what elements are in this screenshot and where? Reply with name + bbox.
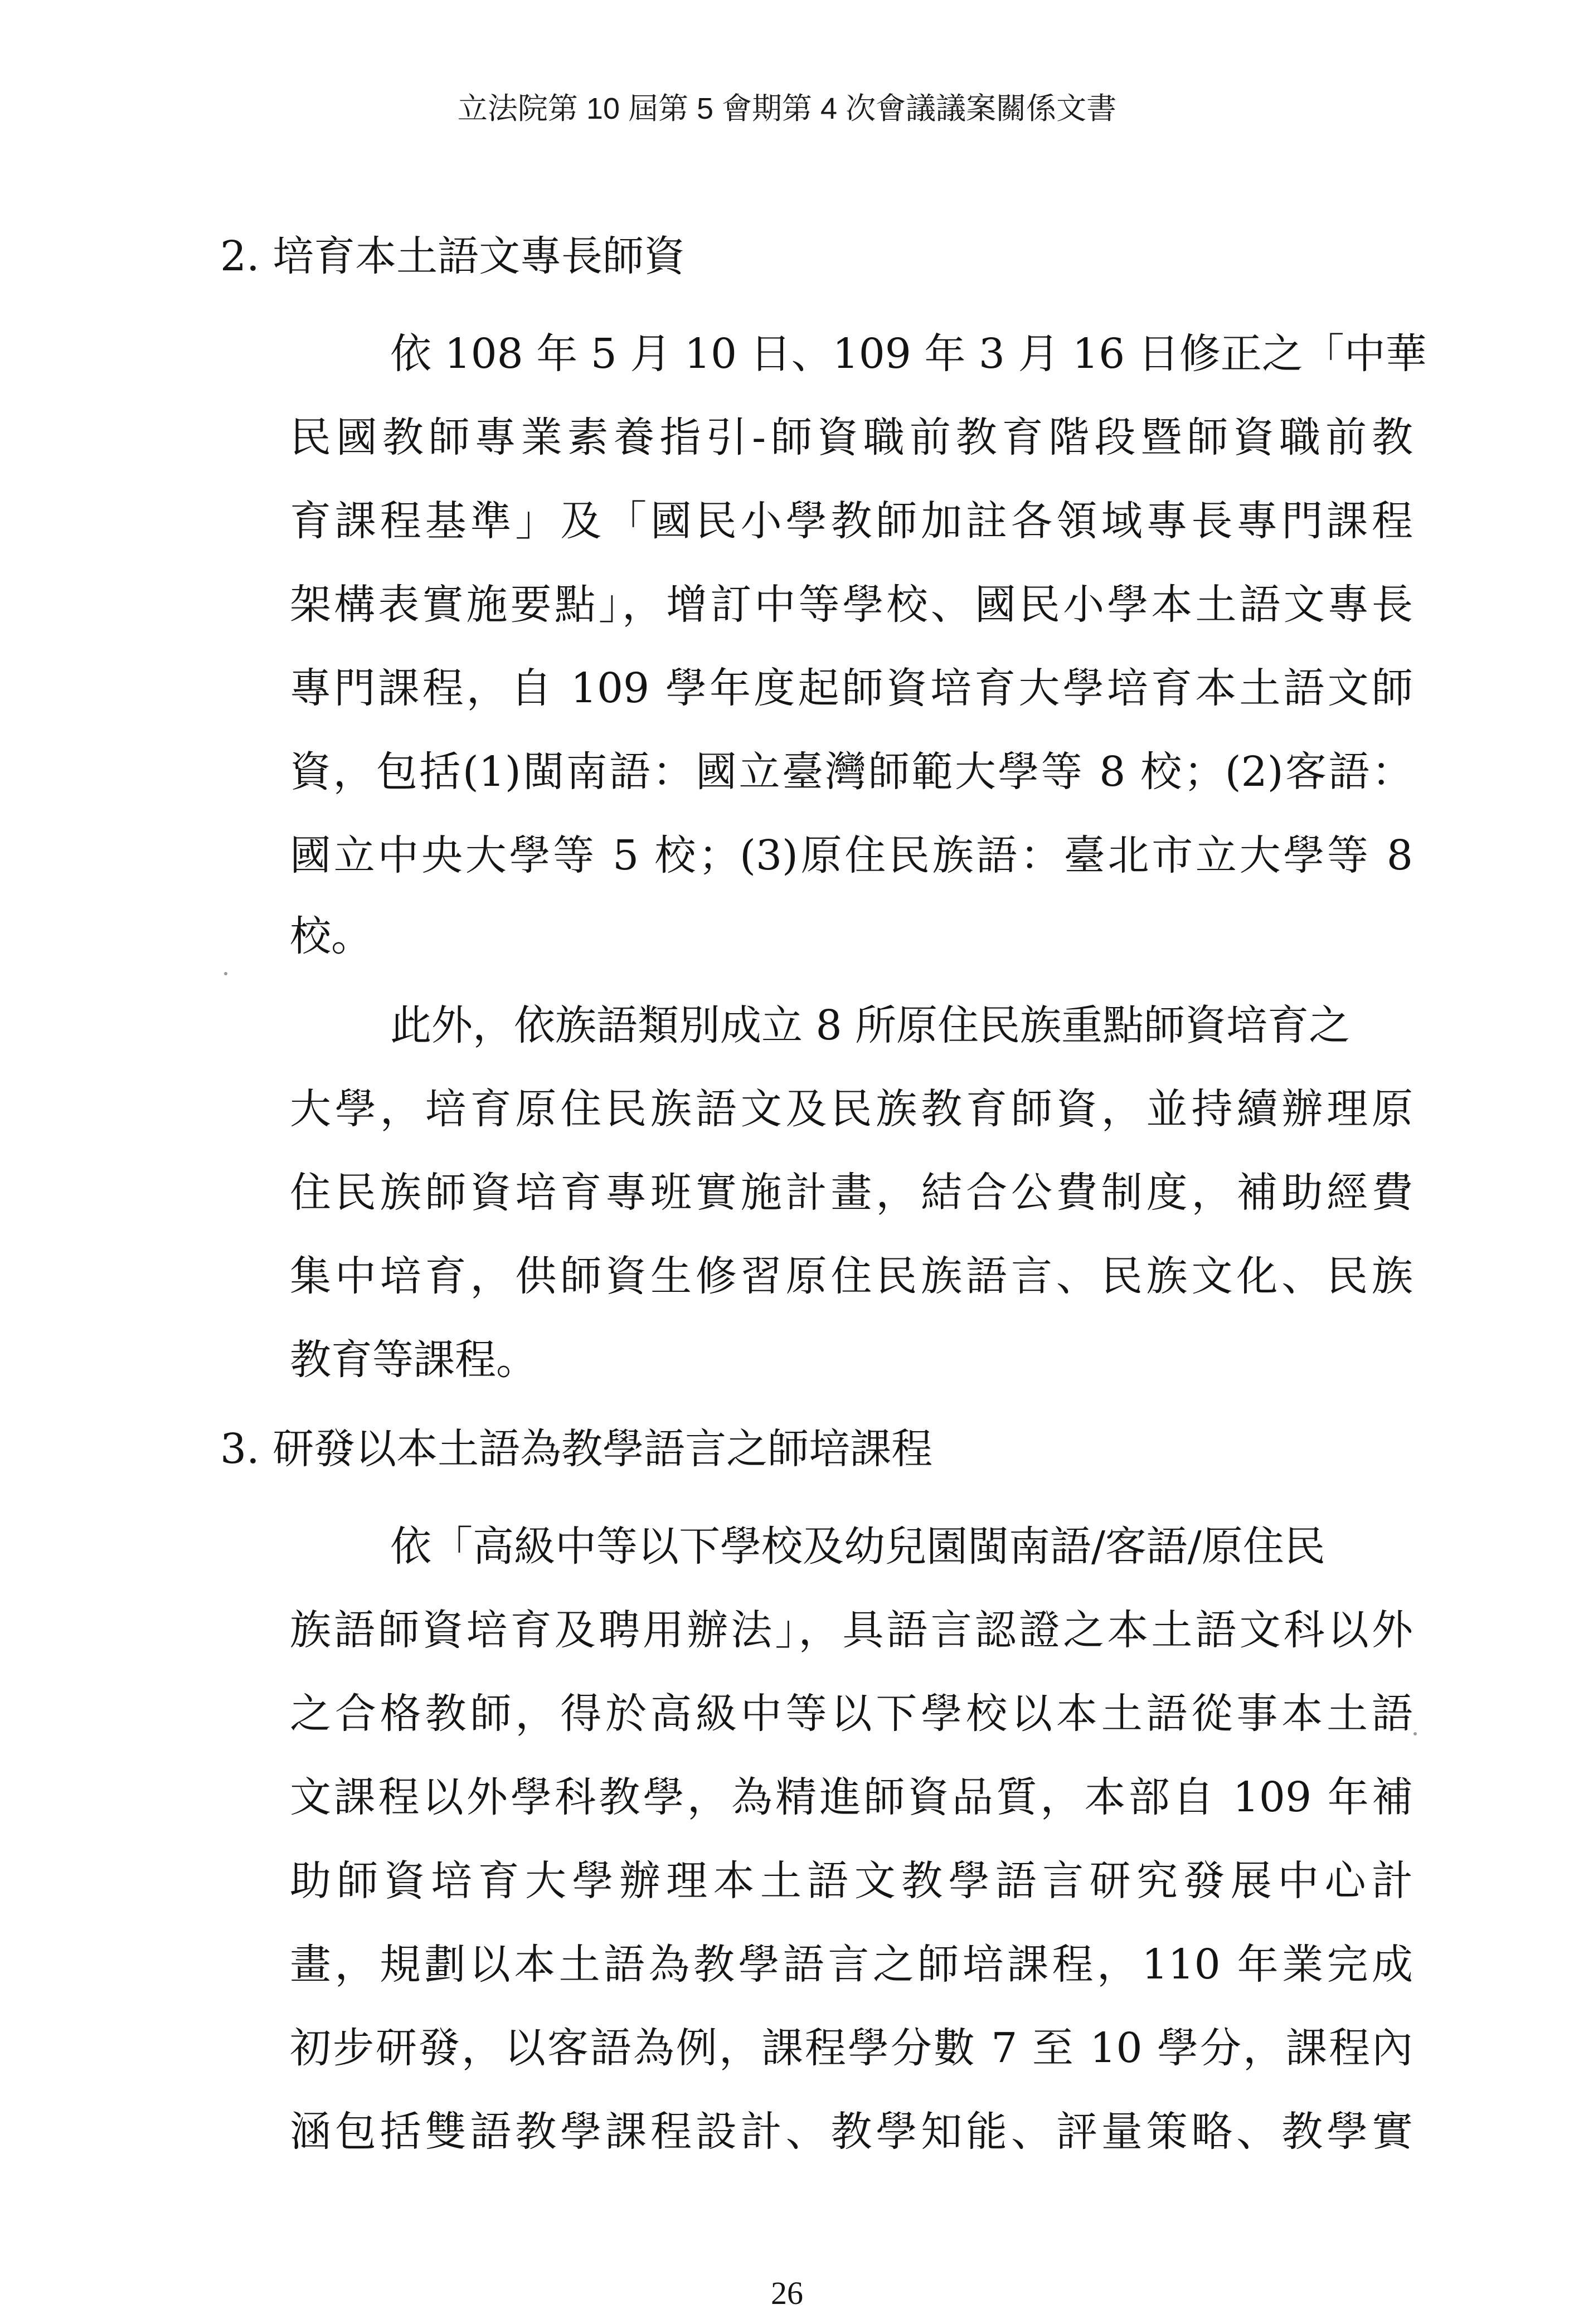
paragraph-line: 架構表實施要點」，增訂中等學校、國民小學本土語文專長 [290,581,1413,629]
paragraph-line: 民國教師專業素養指引-師資職前教育階段暨師資職前教 [290,414,1413,461]
page-number: 26 [771,2275,803,2311]
paragraph-line: 住民族師資培育專班實施計畫，結合公費制度，補助經費 [290,1169,1413,1217]
paragraph-line: 大學，培育原住民族語文及民族教育師資，並持續辦理原 [290,1085,1413,1133]
paragraph-line: 專門課程，自 109 學年度起師資培育大學培育本土語文師 [290,664,1413,712]
paragraph-line: 文課程以外學科教學，為精進師資品質，本部自 109 年補 [290,1773,1413,1821]
paragraph-line: 初步研發，以客語為例，課程學分數 7 至 10 學分，課程內 [290,2024,1413,2072]
paragraph-line: 族語師資培育及聘用辦法」，具語言認證之本土語文科以外 [290,1606,1413,1654]
paragraph-line: 資，包括(1)閩南語：國立臺灣師範大學等 8 校；(2)客語： [290,748,1413,796]
paragraph-line: 集中培育，供師資生修習原住民族語言、民族文化、民族 [290,1252,1413,1300]
paragraph-line: 此外，依族語類別成立 8 所原住民族重點師資培育之 [390,1001,1350,1049]
paragraph-line: 教育等課程。 [290,1336,537,1384]
paragraph-line: 育課程基準」及「國民小學教師加註各領域專長專門課程 [290,497,1413,545]
paragraph-line: 助師資培育大學辦理本土語文教學語言研究發展中心計 [290,1857,1413,1905]
paragraph-line: 依「高級中等以下學校及幼兒園閩南語/客語/原住民 [390,1523,1325,1571]
scan-speck [1413,1732,1417,1735]
scan-speck [224,972,227,975]
paragraph-line: 畫，規劃以本土語為教學語言之師培課程，110 年業完成 [290,1941,1413,1988]
document-header: 立法院第 10 屆第 5 會期第 4 次會議議案關係文書 [457,92,1117,125]
paragraph-line: 校。 [290,912,372,960]
section-3-heading: 3. 研發以本土語為教學語言之師培課程 [220,1425,933,1473]
paragraph-line: 依 108 年 5 月 10 日、109 年 3 月 16 日修正之「中華 [390,330,1427,378]
paragraph-line: 國立中央大學等 5 校；(3)原住民族語：臺北市立大學等 8 [290,832,1413,879]
paragraph-line: 涵包括雙語教學課程設計、教學知能、評量策略、教學實 [290,2108,1413,2156]
section-2-heading: 2. 培育本土語文專長師資 [220,232,686,280]
paragraph-line: 之合格教師，得於高級中等以下學校以本土語從事本土語 [290,1690,1413,1738]
